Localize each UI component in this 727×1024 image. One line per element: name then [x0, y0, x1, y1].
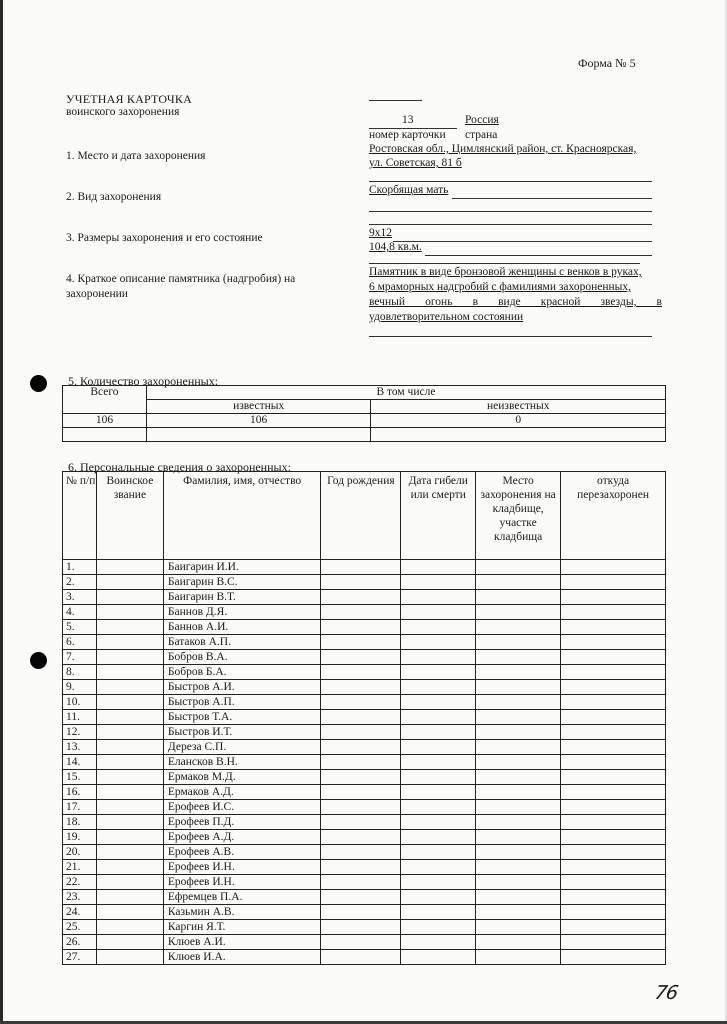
- rank-cell: [96, 605, 163, 620]
- burial-place-cell: [476, 575, 561, 590]
- blank-line: [369, 100, 422, 101]
- burial-place-cell: [476, 560, 561, 575]
- blank-line: [369, 263, 640, 264]
- reburied-from-cell: [561, 785, 666, 800]
- burial-place-cell: [476, 740, 561, 755]
- birth-year-cell: [321, 800, 401, 815]
- reburied-from-cell: [561, 875, 666, 890]
- name-cell: Баннов Д.Я.: [163, 605, 321, 620]
- birth-year-cell: [321, 875, 401, 890]
- reburied-from-cell: [561, 860, 666, 875]
- burial-place-cell: [476, 875, 561, 890]
- burial-place-cell: [476, 620, 561, 635]
- table-row: [63, 755, 666, 770]
- rank-cell: [96, 620, 163, 635]
- reburied-from-cell: [561, 935, 666, 950]
- death-date-cell: [401, 755, 476, 770]
- name-cell: Бобров В.А.: [163, 650, 321, 665]
- row-number: 12.: [63, 725, 97, 740]
- name-cell: Ермаков М.Д.: [163, 770, 321, 785]
- name-cell: Батаков А.П.: [163, 635, 321, 650]
- rank-cell: [96, 950, 163, 965]
- header-burial-place: Место захоронения на кладбище, участке кладбища: [476, 472, 561, 560]
- reburied-from-cell: [561, 770, 666, 785]
- burial-place-cell: [476, 800, 561, 815]
- name-cell: Баигарин В.С.: [163, 575, 321, 590]
- burial-place-cell: [476, 815, 561, 830]
- reburied-from-cell: [561, 590, 666, 605]
- death-date-cell: [401, 920, 476, 935]
- table-row: [63, 800, 666, 815]
- header-name: Фамилия, имя, отчество: [163, 472, 321, 560]
- burial-place-cell: [476, 920, 561, 935]
- death-date-cell: [401, 815, 476, 830]
- unknown-count: 0: [371, 414, 666, 428]
- card-title: УЧЕТНАЯ КАРТОЧКА: [66, 92, 192, 106]
- burial-place-cell: [476, 860, 561, 875]
- persons-table: [62, 471, 666, 965]
- row-number: 18.: [63, 815, 97, 830]
- burial-place-cell: [476, 680, 561, 695]
- row-number: 8.: [63, 665, 97, 680]
- punch-hole: [30, 375, 47, 392]
- table-row: [63, 845, 666, 860]
- rank-cell: [96, 800, 163, 815]
- rank-cell: [96, 755, 163, 770]
- row-number: 13.: [63, 740, 97, 755]
- rank-cell: [96, 665, 163, 680]
- death-date-cell: [401, 710, 476, 725]
- death-date-cell: [401, 560, 476, 575]
- death-date-cell: [401, 650, 476, 665]
- burial-place-cell: [476, 950, 561, 965]
- burial-place-cell: [476, 935, 561, 950]
- birth-year-cell: [321, 815, 401, 830]
- burial-count-table: [62, 385, 666, 442]
- table-row: [63, 950, 666, 965]
- monument-description: [369, 265, 662, 325]
- row-number: 15.: [63, 770, 97, 785]
- rank-cell: [96, 875, 163, 890]
- birth-year-cell: [321, 950, 401, 965]
- size-value-area: 104,8 кв.м.: [369, 241, 422, 253]
- col-known-header: известных: [146, 400, 371, 414]
- death-date-cell: [401, 785, 476, 800]
- birth-year-cell: [321, 905, 401, 920]
- death-date-cell: [401, 845, 476, 860]
- name-cell: Ерофеев А.В.: [163, 845, 321, 860]
- birth-year-cell: [321, 710, 401, 725]
- monument-label-line2: захоронении: [66, 288, 128, 300]
- death-date-cell: [401, 875, 476, 890]
- birth-year-cell: [321, 845, 401, 860]
- reburied-from-cell: [561, 905, 666, 920]
- table-row: [63, 875, 666, 890]
- col-unknown-header: неизвестных: [371, 400, 666, 414]
- birth-year-cell: [321, 935, 401, 950]
- burial-place-cell: [476, 725, 561, 740]
- monument-line: 6 мраморных надгробий с фамилиями захороненных,: [369, 281, 631, 293]
- blank-line: [425, 255, 652, 256]
- place-label: 1. Место и дата захоронения: [66, 150, 206, 162]
- reburied-from-cell: [561, 665, 666, 680]
- col-including-header: В том числе: [146, 386, 665, 400]
- name-cell: Баигарин И.И.: [163, 560, 321, 575]
- birth-year-cell: [321, 920, 401, 935]
- birth-year-cell: [321, 770, 401, 785]
- table-row: [63, 695, 666, 710]
- death-date-cell: [401, 635, 476, 650]
- empty-cell: [63, 428, 147, 442]
- col-total-header: Всего: [63, 386, 147, 414]
- reburied-from-cell: [561, 575, 666, 590]
- burial-place-cell: [476, 890, 561, 905]
- punch-hole: [30, 652, 47, 669]
- death-date-cell: [401, 905, 476, 920]
- name-cell: Баигарин В.Т.: [163, 590, 321, 605]
- name-cell: Ерофеев И.Н.: [163, 875, 321, 890]
- size-label: 3. Размеры захоронения и его состояние: [66, 232, 263, 244]
- rank-cell: [96, 695, 163, 710]
- table-row: [63, 665, 666, 680]
- death-date-cell: [401, 830, 476, 845]
- name-cell: Быстров Т.А.: [163, 710, 321, 725]
- death-date-cell: [401, 725, 476, 740]
- reburied-from-cell: [561, 845, 666, 860]
- table-row: [63, 860, 666, 875]
- table-row: [63, 890, 666, 905]
- card-subtitle: воинского захоронения: [66, 106, 180, 118]
- burial-place-cell: [476, 635, 561, 650]
- table-row: [63, 620, 666, 635]
- scan-edge-left: [0, 0, 3, 1024]
- birth-year-cell: [321, 590, 401, 605]
- rank-cell: [96, 650, 163, 665]
- reburied-from-cell: [561, 800, 666, 815]
- rank-cell: [96, 560, 163, 575]
- table-row: [63, 575, 666, 590]
- name-cell: Казьмин А.В.: [163, 905, 321, 920]
- row-number: 26.: [63, 935, 97, 950]
- known-count: 106: [146, 414, 371, 428]
- birth-year-cell: [321, 680, 401, 695]
- rank-cell: [96, 770, 163, 785]
- name-cell: Быстров И.Т.: [163, 725, 321, 740]
- name-cell: Баннов А.И.: [163, 620, 321, 635]
- total-count: 106: [63, 414, 147, 428]
- rank-cell: [96, 920, 163, 935]
- row-number: 14.: [63, 755, 97, 770]
- table-row: [63, 590, 666, 605]
- table-row: [63, 740, 666, 755]
- name-cell: Ефремцев П.А.: [163, 890, 321, 905]
- birth-year-cell: [321, 605, 401, 620]
- rank-cell: [96, 890, 163, 905]
- rank-cell: [96, 575, 163, 590]
- table-row: [63, 905, 666, 920]
- monument-line: удовлетворительном состоянии: [369, 311, 524, 323]
- death-date-cell: [401, 890, 476, 905]
- name-cell: Быстров А.И.: [163, 680, 321, 695]
- burial-place-cell: [476, 650, 561, 665]
- table-row: [63, 710, 666, 725]
- header-reburied-from: откуда перезахоронен: [561, 472, 666, 560]
- burial-place-cell: [476, 830, 561, 845]
- burial-place-cell: [476, 785, 561, 800]
- row-number: 9.: [63, 680, 97, 695]
- table-row: [63, 830, 666, 845]
- death-date-cell: [401, 950, 476, 965]
- death-date-cell: [401, 665, 476, 680]
- reburied-from-cell: [561, 755, 666, 770]
- name-cell: Клюев И.А.: [163, 950, 321, 965]
- table-row: [63, 605, 666, 620]
- table-row: [63, 560, 666, 575]
- row-number: 7.: [63, 650, 97, 665]
- table-row: [63, 935, 666, 950]
- death-date-cell: [401, 575, 476, 590]
- name-cell: Клюев А.И.: [163, 935, 321, 950]
- rank-cell: [96, 635, 163, 650]
- death-date-cell: [401, 695, 476, 710]
- header-num: № п/п: [63, 472, 97, 560]
- birth-year-cell: [321, 890, 401, 905]
- blank-line: [452, 198, 652, 199]
- birth-year-cell: [321, 575, 401, 590]
- table-row: [63, 920, 666, 935]
- burial-place-cell: [476, 755, 561, 770]
- rank-cell: [96, 830, 163, 845]
- monument-label-line1: 4. Краткое описание памятника (надгробия) на: [66, 273, 296, 285]
- size-value-dimensions: 9х12: [369, 227, 392, 239]
- burial-place-cell: [476, 770, 561, 785]
- card-number-value: 13: [402, 114, 414, 126]
- birth-year-cell: [321, 785, 401, 800]
- table-row: [63, 635, 666, 650]
- blank-line: [369, 181, 652, 182]
- row-number: 16.: [63, 785, 97, 800]
- burial-place-cell: [476, 845, 561, 860]
- name-cell: Ерофеев П.Д.: [163, 815, 321, 830]
- burial-place-cell: [476, 695, 561, 710]
- table-row: [63, 650, 666, 665]
- table-row: [63, 770, 666, 785]
- birth-year-cell: [321, 650, 401, 665]
- reburied-from-cell: [561, 710, 666, 725]
- rank-cell: [96, 905, 163, 920]
- birth-year-cell: [321, 560, 401, 575]
- burial-place-cell: [476, 710, 561, 725]
- birth-year-cell: [321, 860, 401, 875]
- burial-place-cell: [476, 665, 561, 680]
- row-number: 23.: [63, 890, 97, 905]
- name-cell: Ермаков А.Д.: [163, 785, 321, 800]
- burial-type-value: Скорбящая мать: [369, 184, 449, 196]
- reburied-from-cell: [561, 695, 666, 710]
- row-number: 17.: [63, 800, 97, 815]
- rank-cell: [96, 845, 163, 860]
- row-number: 2.: [63, 575, 97, 590]
- row-number: 11.: [63, 710, 97, 725]
- blank-line: [369, 211, 652, 212]
- death-date-cell: [401, 605, 476, 620]
- form-number: Форма № 5: [578, 56, 636, 70]
- header-birth-year: Год рождения: [321, 472, 401, 560]
- death-date-cell: [401, 680, 476, 695]
- name-cell: Ерофеев А.Д.: [163, 830, 321, 845]
- reburied-from-cell: [561, 725, 666, 740]
- rank-cell: [96, 725, 163, 740]
- table-row: [63, 785, 666, 800]
- row-number: 10.: [63, 695, 97, 710]
- empty-cell: [146, 428, 371, 442]
- rank-cell: [96, 860, 163, 875]
- row-number: 27.: [63, 950, 97, 965]
- row-number: 25.: [63, 920, 97, 935]
- country-value: Россия: [465, 114, 499, 126]
- rank-cell: [96, 815, 163, 830]
- reburied-from-cell: [561, 605, 666, 620]
- row-number: 1.: [63, 560, 97, 575]
- burial-place-cell: [476, 605, 561, 620]
- birth-year-cell: [321, 740, 401, 755]
- name-cell: Быстров А.П.: [163, 695, 321, 710]
- row-number: 5.: [63, 620, 97, 635]
- blank-line: [369, 224, 652, 225]
- persons-section-title: 6. Персональные сведения о захороненных:: [68, 460, 291, 474]
- burial-place-cell: [476, 590, 561, 605]
- table-row: [63, 815, 666, 830]
- rank-cell: [96, 785, 163, 800]
- rank-cell: [96, 680, 163, 695]
- reburied-from-cell: [561, 620, 666, 635]
- card-number-label: номер карточки: [369, 129, 446, 141]
- header-rank: Воинское звание: [96, 472, 163, 560]
- reburied-from-cell: [561, 890, 666, 905]
- death-date-cell: [401, 590, 476, 605]
- reburied-from-cell: [561, 920, 666, 935]
- birth-year-cell: [321, 665, 401, 680]
- reburied-from-cell: [561, 830, 666, 845]
- monument-line: Памятник в виде бронзовой женщины с венков в руках,: [369, 266, 642, 278]
- country-label: страна: [465, 129, 498, 141]
- row-number: 4.: [63, 605, 97, 620]
- row-number: 20.: [63, 845, 97, 860]
- name-cell: Ерофеев И.Н.: [163, 860, 321, 875]
- reburied-from-cell: [561, 560, 666, 575]
- birth-year-cell: [321, 830, 401, 845]
- place-value-line1: Ростовская обл., Цимлянский район, ст. Красноярская,: [369, 143, 637, 155]
- birth-year-cell: [321, 755, 401, 770]
- burial-type-label: 2. Вид захоронения: [66, 191, 162, 203]
- row-number: 24.: [63, 905, 97, 920]
- name-cell: Каргин Я.Т.: [163, 920, 321, 935]
- birth-year-cell: [321, 620, 401, 635]
- death-date-cell: [401, 620, 476, 635]
- death-date-cell: [401, 935, 476, 950]
- reburied-from-cell: [561, 650, 666, 665]
- birth-year-cell: [321, 695, 401, 710]
- name-cell: Ерофеев И.С.: [163, 800, 321, 815]
- monument-line: вечный огонь в виде красной звезды, в: [369, 296, 662, 308]
- name-cell: Бобров Б.А.: [163, 665, 321, 680]
- row-number: 22.: [63, 875, 97, 890]
- blank-line: [369, 336, 652, 337]
- death-date-cell: [401, 800, 476, 815]
- name-cell: Дереза С.П.: [163, 740, 321, 755]
- place-value-line2: ул. Советская, 81 б: [369, 157, 462, 169]
- handwritten-page-number: 76: [653, 982, 680, 1004]
- header-death-date: Дата гибели или смерти: [401, 472, 476, 560]
- row-number: 3.: [63, 590, 97, 605]
- death-date-cell: [401, 740, 476, 755]
- birth-year-cell: [321, 635, 401, 650]
- death-date-cell: [401, 770, 476, 785]
- count-section-title: 5. Количество захороненных:: [68, 374, 219, 388]
- blank-line: [393, 241, 652, 242]
- reburied-from-cell: [561, 950, 666, 965]
- row-number: 6.: [63, 635, 97, 650]
- empty-cell: [371, 428, 666, 442]
- rank-cell: [96, 740, 163, 755]
- death-date-cell: [401, 860, 476, 875]
- reburied-from-cell: [561, 815, 666, 830]
- rank-cell: [96, 710, 163, 725]
- row-number: 19.: [63, 830, 97, 845]
- reburied-from-cell: [561, 635, 666, 650]
- reburied-from-cell: [561, 740, 666, 755]
- table-row: [63, 680, 666, 695]
- rank-cell: [96, 935, 163, 950]
- burial-place-cell: [476, 905, 561, 920]
- row-number: 21.: [63, 860, 97, 875]
- table-row: [63, 725, 666, 740]
- rank-cell: [96, 590, 163, 605]
- reburied-from-cell: [561, 680, 666, 695]
- name-cell: Елансков В.Н.: [163, 755, 321, 770]
- birth-year-cell: [321, 725, 401, 740]
